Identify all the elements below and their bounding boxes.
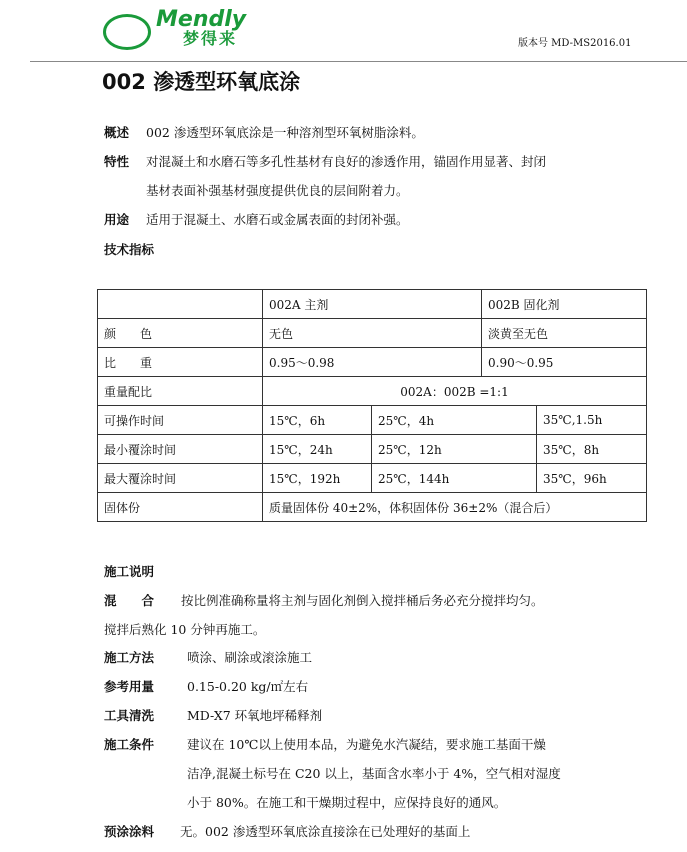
- mix-text: 按比例准确称量将主剂与固化剂倒入搅拌桶后务必充分搅拌均匀。: [181, 593, 544, 608]
- table-cell: 002B 固化剂: [482, 290, 647, 319]
- table-row: [98, 377, 647, 406]
- mendly-logo-icon: [103, 14, 151, 50]
- table-cell: 颜 色: [98, 319, 263, 348]
- table-cell: 25℃，4h: [372, 406, 537, 435]
- item-label: 预涂涂料: [104, 824, 155, 839]
- table-cell: 无色: [263, 319, 482, 348]
- intro-label: 概述: [104, 125, 130, 140]
- spec-heading: 技术指标: [104, 242, 155, 257]
- item-text: 无。002 渗透型环氧底涂直接涂在已处理好的基面上: [180, 824, 471, 839]
- table-cell: 35℃，96h: [537, 464, 647, 493]
- table-cell: 淡黄至无色: [482, 319, 647, 348]
- table-cell: 15℃，24h: [263, 435, 372, 464]
- mix-text-cont: 搅拌后熟化 10 分钟再施工。: [104, 622, 266, 637]
- page-title: 002 渗透型环氧底涂: [102, 70, 301, 94]
- table-cell: 35℃，8h: [537, 435, 647, 464]
- construction-heading: 施工说明: [104, 564, 155, 579]
- table-cell: 15℃，6h: [263, 406, 372, 435]
- item-text-cont: 小于 80%。在施工和干燥期过程中，应保持良好的通风。: [187, 795, 507, 810]
- item-label: 施工方法: [104, 650, 155, 665]
- table-row: [98, 348, 647, 377]
- item-label: 参考用量: [104, 679, 155, 694]
- intro-label: 用途: [104, 212, 130, 227]
- table-cell: [98, 290, 263, 319]
- table-cell: 0.90～0.95: [482, 348, 647, 377]
- table-row: [98, 406, 647, 435]
- table-cell: 35℃,1.5h: [537, 406, 647, 435]
- item-label: 工具清洗: [104, 708, 155, 723]
- intro-text: 002 渗透型环氧底涂是一种溶剂型环氧树脂涂料。: [146, 125, 424, 140]
- table-cell: 002A：002B =1:1: [263, 377, 647, 406]
- table-cell: 固体份: [98, 493, 263, 522]
- intro-text: 适用于混凝土、水磨石或金属表面的封闭补强。: [146, 212, 409, 227]
- version-number: 版本号 MD-MS2016.01: [518, 38, 632, 49]
- table-cell: 重量配比: [98, 377, 263, 406]
- mix-label: 混 合: [104, 593, 155, 608]
- item-text: 0.15-0.20 kg/㎡左右: [187, 679, 309, 694]
- logo-text: Mendly: [156, 7, 247, 32]
- item-text: 建议在 10℃以上使用本品，为避免水汽凝结，要求施工基面干燥: [187, 737, 546, 752]
- item-label: 施工条件: [104, 737, 155, 752]
- table-row: [98, 290, 647, 319]
- item-text: 喷涂、刷涂或滚涂施工: [187, 650, 313, 665]
- table-row: [98, 464, 647, 493]
- intro-label: 特性: [104, 154, 130, 169]
- table-row: [98, 319, 647, 348]
- table-cell: 可操作时间: [98, 406, 263, 435]
- table-cell: 质量固体份 40±2%，体积固体份 36±2%（混合后）: [263, 493, 647, 522]
- table-row: [98, 493, 647, 522]
- table-cell: 25℃，12h: [372, 435, 537, 464]
- table-cell: 15℃，192h: [263, 464, 372, 493]
- table-row: [98, 435, 647, 464]
- table-cell: 比 重: [98, 348, 263, 377]
- intro-text: 对混凝土和水磨石等多孔性基材有良好的渗透作用，锚固作用显著、封闭: [146, 154, 547, 169]
- logo-cn: 梦得来: [183, 29, 238, 48]
- item-text: MD-X7 环氧地坪稀释剂: [187, 708, 323, 723]
- item-text-cont: 洁净,混凝土标号在 C20 以上，基面含水率小于 4%，空气相对湿度: [187, 766, 561, 781]
- table-cell: 0.95～0.98: [263, 348, 482, 377]
- table-cell: 最小覆涂时间: [98, 435, 263, 464]
- table-cell: 最大覆涂时间: [98, 464, 263, 493]
- spec-table: [97, 289, 647, 522]
- table-cell: 25℃，144h: [372, 464, 537, 493]
- table-cell: 002A 主剂: [263, 290, 482, 319]
- intro-text-cont: 基材表面补强基材强度提供优良的层间附着力。: [146, 183, 409, 198]
- header-divider: [30, 61, 687, 62]
